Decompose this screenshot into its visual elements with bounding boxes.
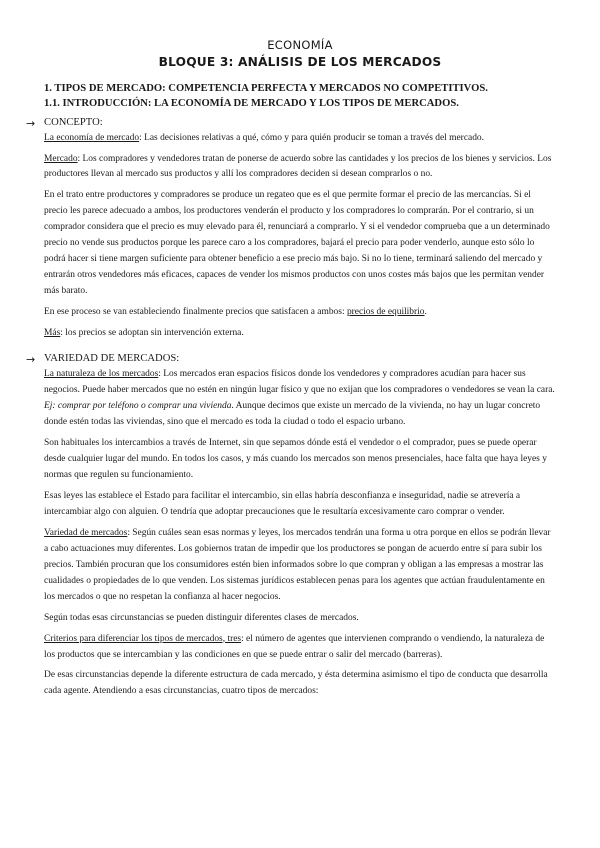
paragraph-criterios bbox=[44, 632, 556, 664]
paragraph-estructura: De esas circunstancias depende la diferente estructura de cada mercado, y ésta determina asimismo el tipo de conducta que desarrolla cada agente. Atendiendo a esas circunstancias, cuatro tipos de mercados: bbox=[44, 670, 548, 697]
paragraph-mercado bbox=[44, 152, 556, 184]
term-mercado: Mercado bbox=[44, 153, 78, 164]
text-naturaleza-end: . Aunque decimos que existe un mercado de la vivienda, no hay un lugar concreto donde estén todas las viviendas, sino que el mercado es toda la ciudad o todo el espacio urbano. bbox=[44, 400, 541, 427]
term-criterios: Criterios para diferenciar los tipos de mercados, tres bbox=[44, 633, 242, 644]
paragraph-clases: Según todas esas circunstancias se pueden distinguir diferentes clases de mercados. bbox=[44, 612, 359, 623]
section-heading: 1. TIPOS DE MERCADO: COMPETENCIA PERFECTA Y MERCADOS NO COMPETITIVOS. bbox=[44, 83, 488, 94]
paragraph-leyes: Esas leyes las establece el Estado para facilitar el intercambio, sin ellas habría desconfianza e inseguridad, nadie se atrevería a intercambiar algo con alguien. O tendría que adoptar precauciones que le resultaría excesivamente caro comprar o vender. bbox=[44, 490, 521, 517]
text-precios-equilibrio-end: . bbox=[424, 307, 427, 318]
text-criterios: : el número de agentes que intervienen comprando o vendiendo, la naturaleza de los productos que se intercambian y las condiciones en que se puede entrar o salir del mercado (barreras). bbox=[44, 633, 545, 660]
document-header bbox=[44, 38, 556, 69]
block-title: BLOQUE 3: ANÁLISIS DE LOS MERCADOS bbox=[158, 55, 442, 69]
term-precios-equilibrio: precios de equilibrio bbox=[346, 307, 425, 318]
text-variedad: : Según cuáles sean esas normas y leyes, los mercados tendrán una forma u otra porque en ellos se podrán llevar a cabo actuaciones muy diferentes. Los gobiernos tratan de impedir que los productores se pongan de acuerdo entre sí para subir los precios. También procuran que los consumidores estén bien informados sobre lo que compran y obligan a las empresas a mostrar las cualidades o propiedades de lo que venden. Los sistemas jurídicos establecen penas para los agentes que actúan fraudulentamente en los mercados o que no respetan la confianza al hacer negocios. bbox=[44, 527, 551, 602]
paragraph-regateo: En el trato entre productores y compradores se produce un regateo que es el que permite formar el precio de las mercancías. Si el precio les parece adecuado a ambos, los productores venderán el producto y los compradores lo comprarán. Por el contrario, si un comprador considera que el precio es muy elevado para él, renunciará a comprarlo. Y si el vendedor comprueba que a un determinado precio no vende sus productos porque les parece caro a los compradores, bajará el precio para poder venderlo, aunque esto sólo lo podrá hacer si tiene margen suficiente para obtener beneficio a ese precio más bajo. Si no lo tiene, terminará saliendo del mercado y entrarán otros vendedores más eficaces, capaces de vender los mismos productos con unos costes más bajos que les permitan vender más barato. bbox=[44, 190, 550, 297]
example-italic: Ej: comprar por teléfono o comprar una vivienda bbox=[44, 400, 232, 411]
paragraph-mas bbox=[44, 326, 556, 342]
text-mas: : los precios se adoptan sin intervención externa. bbox=[60, 328, 244, 339]
text-precios-equilibrio: En ese proceso se van estableciendo finalmente precios que satisfacen a ambos: bbox=[44, 307, 347, 318]
subject-title: ECONOMÍA bbox=[267, 38, 333, 52]
paragraph-naturaleza bbox=[44, 367, 556, 431]
text-economia-mercado: : Las decisiones relativas a qué, cómo y para quién producir se toman a través del mercado. bbox=[139, 132, 484, 143]
term-naturaleza: La naturaleza de los mercados bbox=[44, 369, 159, 379]
subsection-heading: 1.1. INTRODUCCIÓN: LA ECONOMÍA DE MERCADO Y LOS TIPOS DE MERCADOS. bbox=[44, 98, 459, 110]
arrow-right-icon: → bbox=[26, 116, 36, 130]
paragraph-economia-mercado bbox=[44, 131, 556, 147]
variedad-title: VARIEDAD DE MERCADOS: bbox=[44, 353, 180, 365]
variedad-heading bbox=[26, 352, 556, 367]
text-naturaleza: : Los mercados eran espacios físicos donde los vendedores y compradores acudían para hacer sus negocios. Puede haber mercados que no estén en ningún lugar físico y que no exijan que los compradores o vendedores se vean la cara. bbox=[44, 369, 555, 395]
term-variedad: Variedad de mercados bbox=[44, 527, 128, 538]
concepto-title: CONCEPTO: bbox=[44, 116, 103, 128]
paragraph-variedad bbox=[44, 526, 556, 606]
term-economia-mercado: La economía de mercado bbox=[44, 132, 140, 143]
concepto-heading bbox=[26, 116, 556, 131]
term-mas: Más bbox=[44, 328, 61, 339]
arrow-right-icon: → bbox=[26, 353, 36, 367]
text-mercado: : Los compradores y vendedores tratan de ponerse de acuerdo sobre las cantidades y los precios de los bienes y servicios. Los productores llevan al mercado sus productos y allí los compradores deciden si desean comprarlos o no. bbox=[44, 153, 552, 180]
paragraph-precios-equilibrio bbox=[44, 305, 556, 321]
paragraph-internet: Son habituales los intercambios a través de Internet, sin que sepamos dónde está el vendedor o el comprador, pues se puede operar desde cualquier lugar del mundo. En todos los casos, y más cuando los mercados son menos presenciales, hace falta que haya leyes y normas que regulen su funcionamiento. bbox=[44, 437, 547, 480]
